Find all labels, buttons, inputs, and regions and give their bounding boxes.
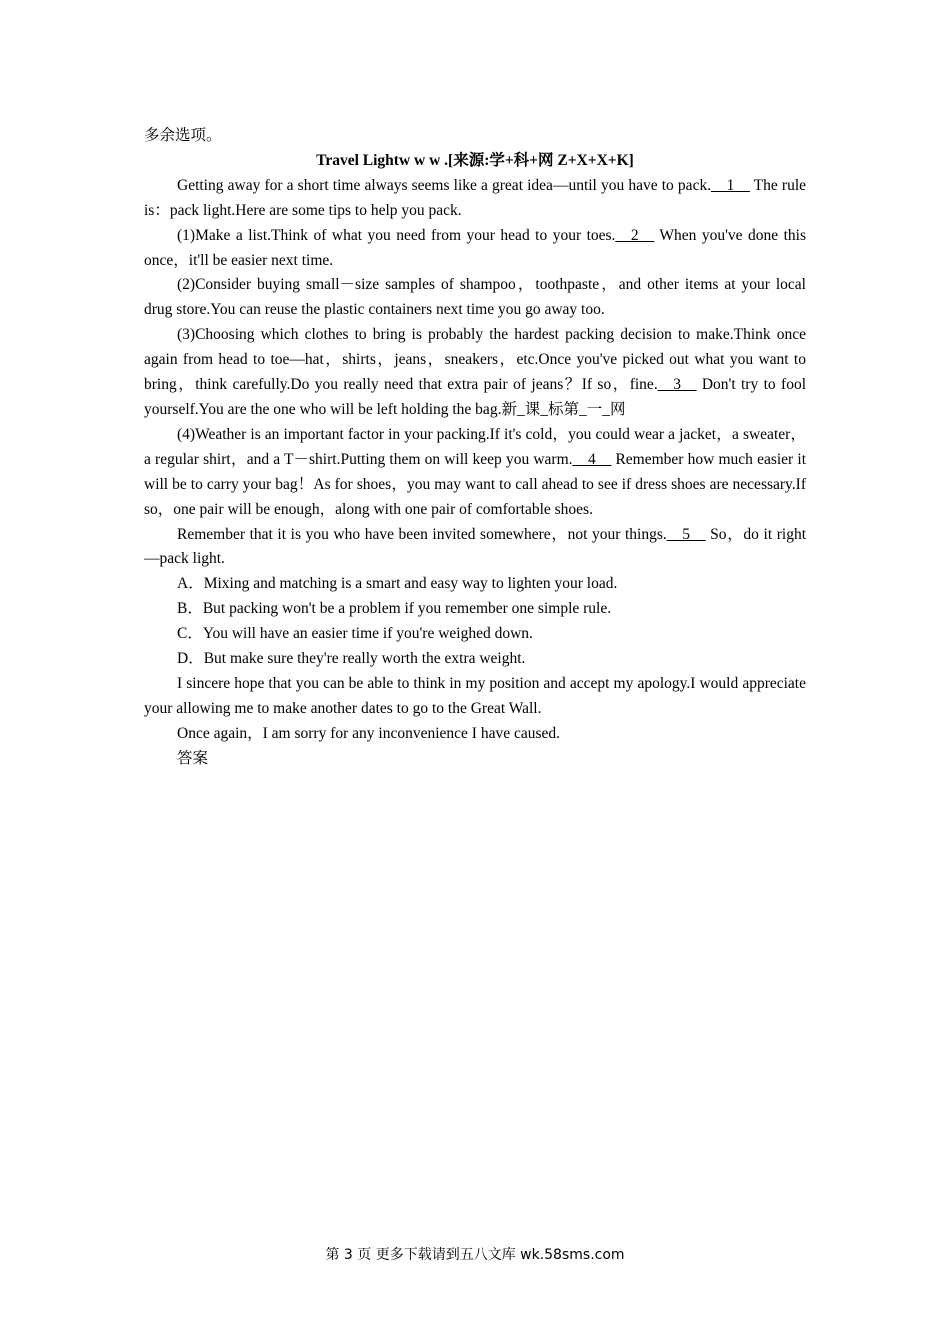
paragraph-3: (2)Consider buying small－size samples of shampoo，toothpaste，and other items at your local drug store.You can reuse the plastic containers next time you go away too. [144, 276, 806, 319]
blank-2: __2__ [615, 226, 655, 244]
paragraph-8: Once again，I am sorry for any inconvenience I have caused. [177, 724, 561, 742]
paragraph-6-text: Remember that it is you who have been invited somewhere，not your things. [177, 525, 667, 543]
document-body [144, 124, 806, 772]
blank-5: __5__ [666, 525, 706, 543]
page-footer: 第 3 页 更多下载请到五八文库 wk.58sms.com [325, 1247, 625, 1263]
paragraph-2-text-after: When you've done this once，it'll be easier next time. [144, 226, 806, 269]
option-b: B．But packing won't be a problem if you remember one simple rule. [177, 600, 612, 618]
passage-title: Travel Lightw w w .[来源:学+科+网 Z+X+X+K] [316, 151, 634, 169]
intro-text: 多余选项。 [144, 127, 222, 144]
option-d: D．But make sure they're really worth the extra weight. [177, 650, 526, 668]
paragraph-7: I sincere hope that you can be able to think in my position and accept my apology.I would appreciate your allowing me to make another dates to go to the Great Wall. [144, 674, 806, 717]
blank-3: __3__ [657, 376, 697, 394]
paragraph-4 [144, 323, 806, 423]
paragraph-2 [144, 224, 806, 274]
paragraph-5-text: (4)Weather is an important factor in your packing.If it's cold，you could wear a jacket，a sweater，a regular shirt，and a T－shirt.Putting them on will keep you warm. [144, 425, 806, 468]
paragraph-4-text: (3)Choosing which clothes to bring is probably the hardest packing decision to make.Think once again from head to toe—hat，shirts，jeans，sneakers，etc.Once you've picked out what you want to bring，think carefully.Do you really need that extra pair of jeans？If so，fine. [144, 326, 806, 394]
paragraph-6 [144, 523, 806, 573]
paragraph-2-text: (1)Make a list.Think of what you need from your head to your toes. [177, 226, 616, 244]
paragraph-1-text: Getting away for a short time always seems like a great idea—until you have to pack. [177, 176, 712, 194]
option-c: C．You will have an easier time if you're weighed down. [177, 625, 533, 643]
answer-label: 答案 [177, 749, 209, 767]
option-a: A．Mixing and matching is a smart and easy way to lighten your load. [177, 575, 618, 593]
paragraph-6-text-after: So，do it right—pack light. [144, 525, 806, 568]
paragraph-4-text-after: Don't try to fool yourself.You are the one who will be left holding the bag.新_课_标第_一_网 [144, 376, 806, 418]
paragraph-5-text-after: Remember how much easier it will be to carry your bag！As for shoes，you may want to call ahead to see if dress shoes are necessary.If so，one pair will be enough，along with one pair of comfortable shoes. [144, 450, 806, 518]
paragraph-1-text-after: The rule is：pack light.Here are some tips to help you pack. [144, 176, 806, 219]
blank-4: __4__ [572, 450, 612, 468]
paragraph-5 [144, 423, 806, 523]
blank-1: __1__ [711, 176, 750, 194]
paragraph-1 [144, 174, 806, 224]
